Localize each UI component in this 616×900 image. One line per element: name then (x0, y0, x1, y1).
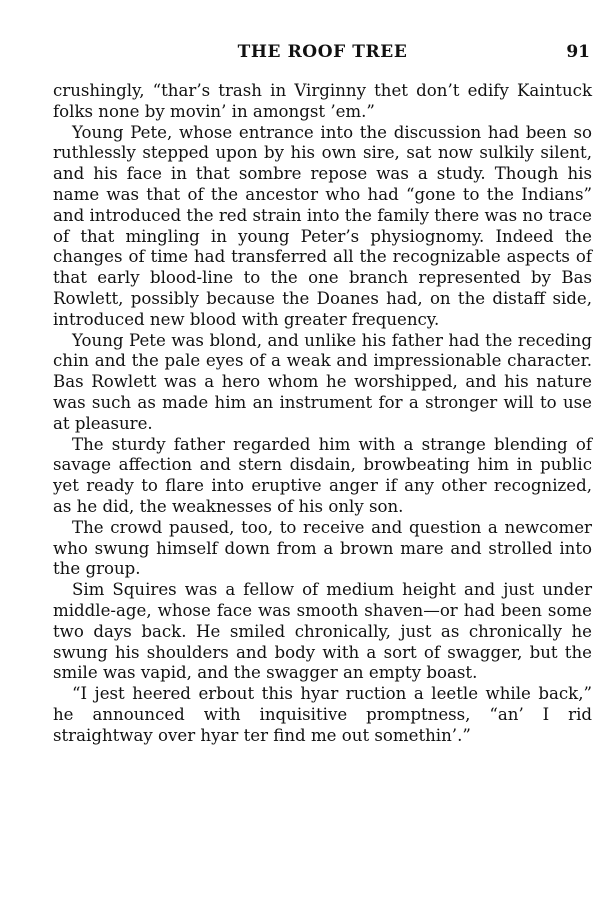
page-number: 91 (566, 42, 590, 62)
paragraph-young-pete-blond: Young Pete was blond, and unlike his father had the receding chin and the pale eyes of a weak and impressionable character. Bas Rowlett was a hero whom he worshipped, and his nature was such as made him an instrument for a stronger will to use at pleasure. (53, 330, 592, 433)
paragraph-continued: crushingly, “thar’s trash in Virginny thet don’t edify Kaintuck folks none by movin’ in amongst ’em.” (53, 81, 592, 121)
paragraph-dialogue: “I jest heered erbout this hyar ruction a leetle while back,” he announced with inquisitive promptness, “an’ I rid straightway over hyar ter find me out somethin’.” (53, 684, 592, 745)
running-title: THE ROOF TREE (237, 42, 408, 62)
paragraph-sim-squires: Sim Squires was a fellow of medium height and just under middle-age, whose face was smooth shaven—or had been some two days back. He smiled chronically, just as chronically he swung his shoulders and body with a sort of swagger, but the smile was vapid, and the swagger an empty boast. (53, 580, 592, 683)
paragraph-sturdy-father: The sturdy father regarded him with a strange blending of savage affection and stern disdain, browbeating him in public yet ready to flare into eruptive anger if any other recognized, as he did, the weaknesses of his only son. (53, 434, 592, 516)
body-text (53, 81, 592, 747)
page-header (53, 42, 592, 68)
paragraph-crowd-paused: The crowd paused, too, to receive and question a newcomer who swung himself down from a brown mare and strolled into the group. (53, 517, 592, 579)
paragraph-young-pete: Young Pete, whose entrance into the discussion had been so ruthlessly stepped upon by his own sire, sat now sulkily silent, and his face in that sombre repose was a study. Though his name was that of the ancestor who had “gone to the Indians” and introduced the red strain into the family there was no trace of that mingling in young Peter’s physiognomy. Indeed the changes of time had transferred all the recognizable aspects of that early blood-line to the one branch represented by Bas Rowlett, possibly because the Doanes had, on the distaff side, introduced new blood with greater frequency. (53, 122, 592, 329)
book-page (53, 42, 592, 747)
